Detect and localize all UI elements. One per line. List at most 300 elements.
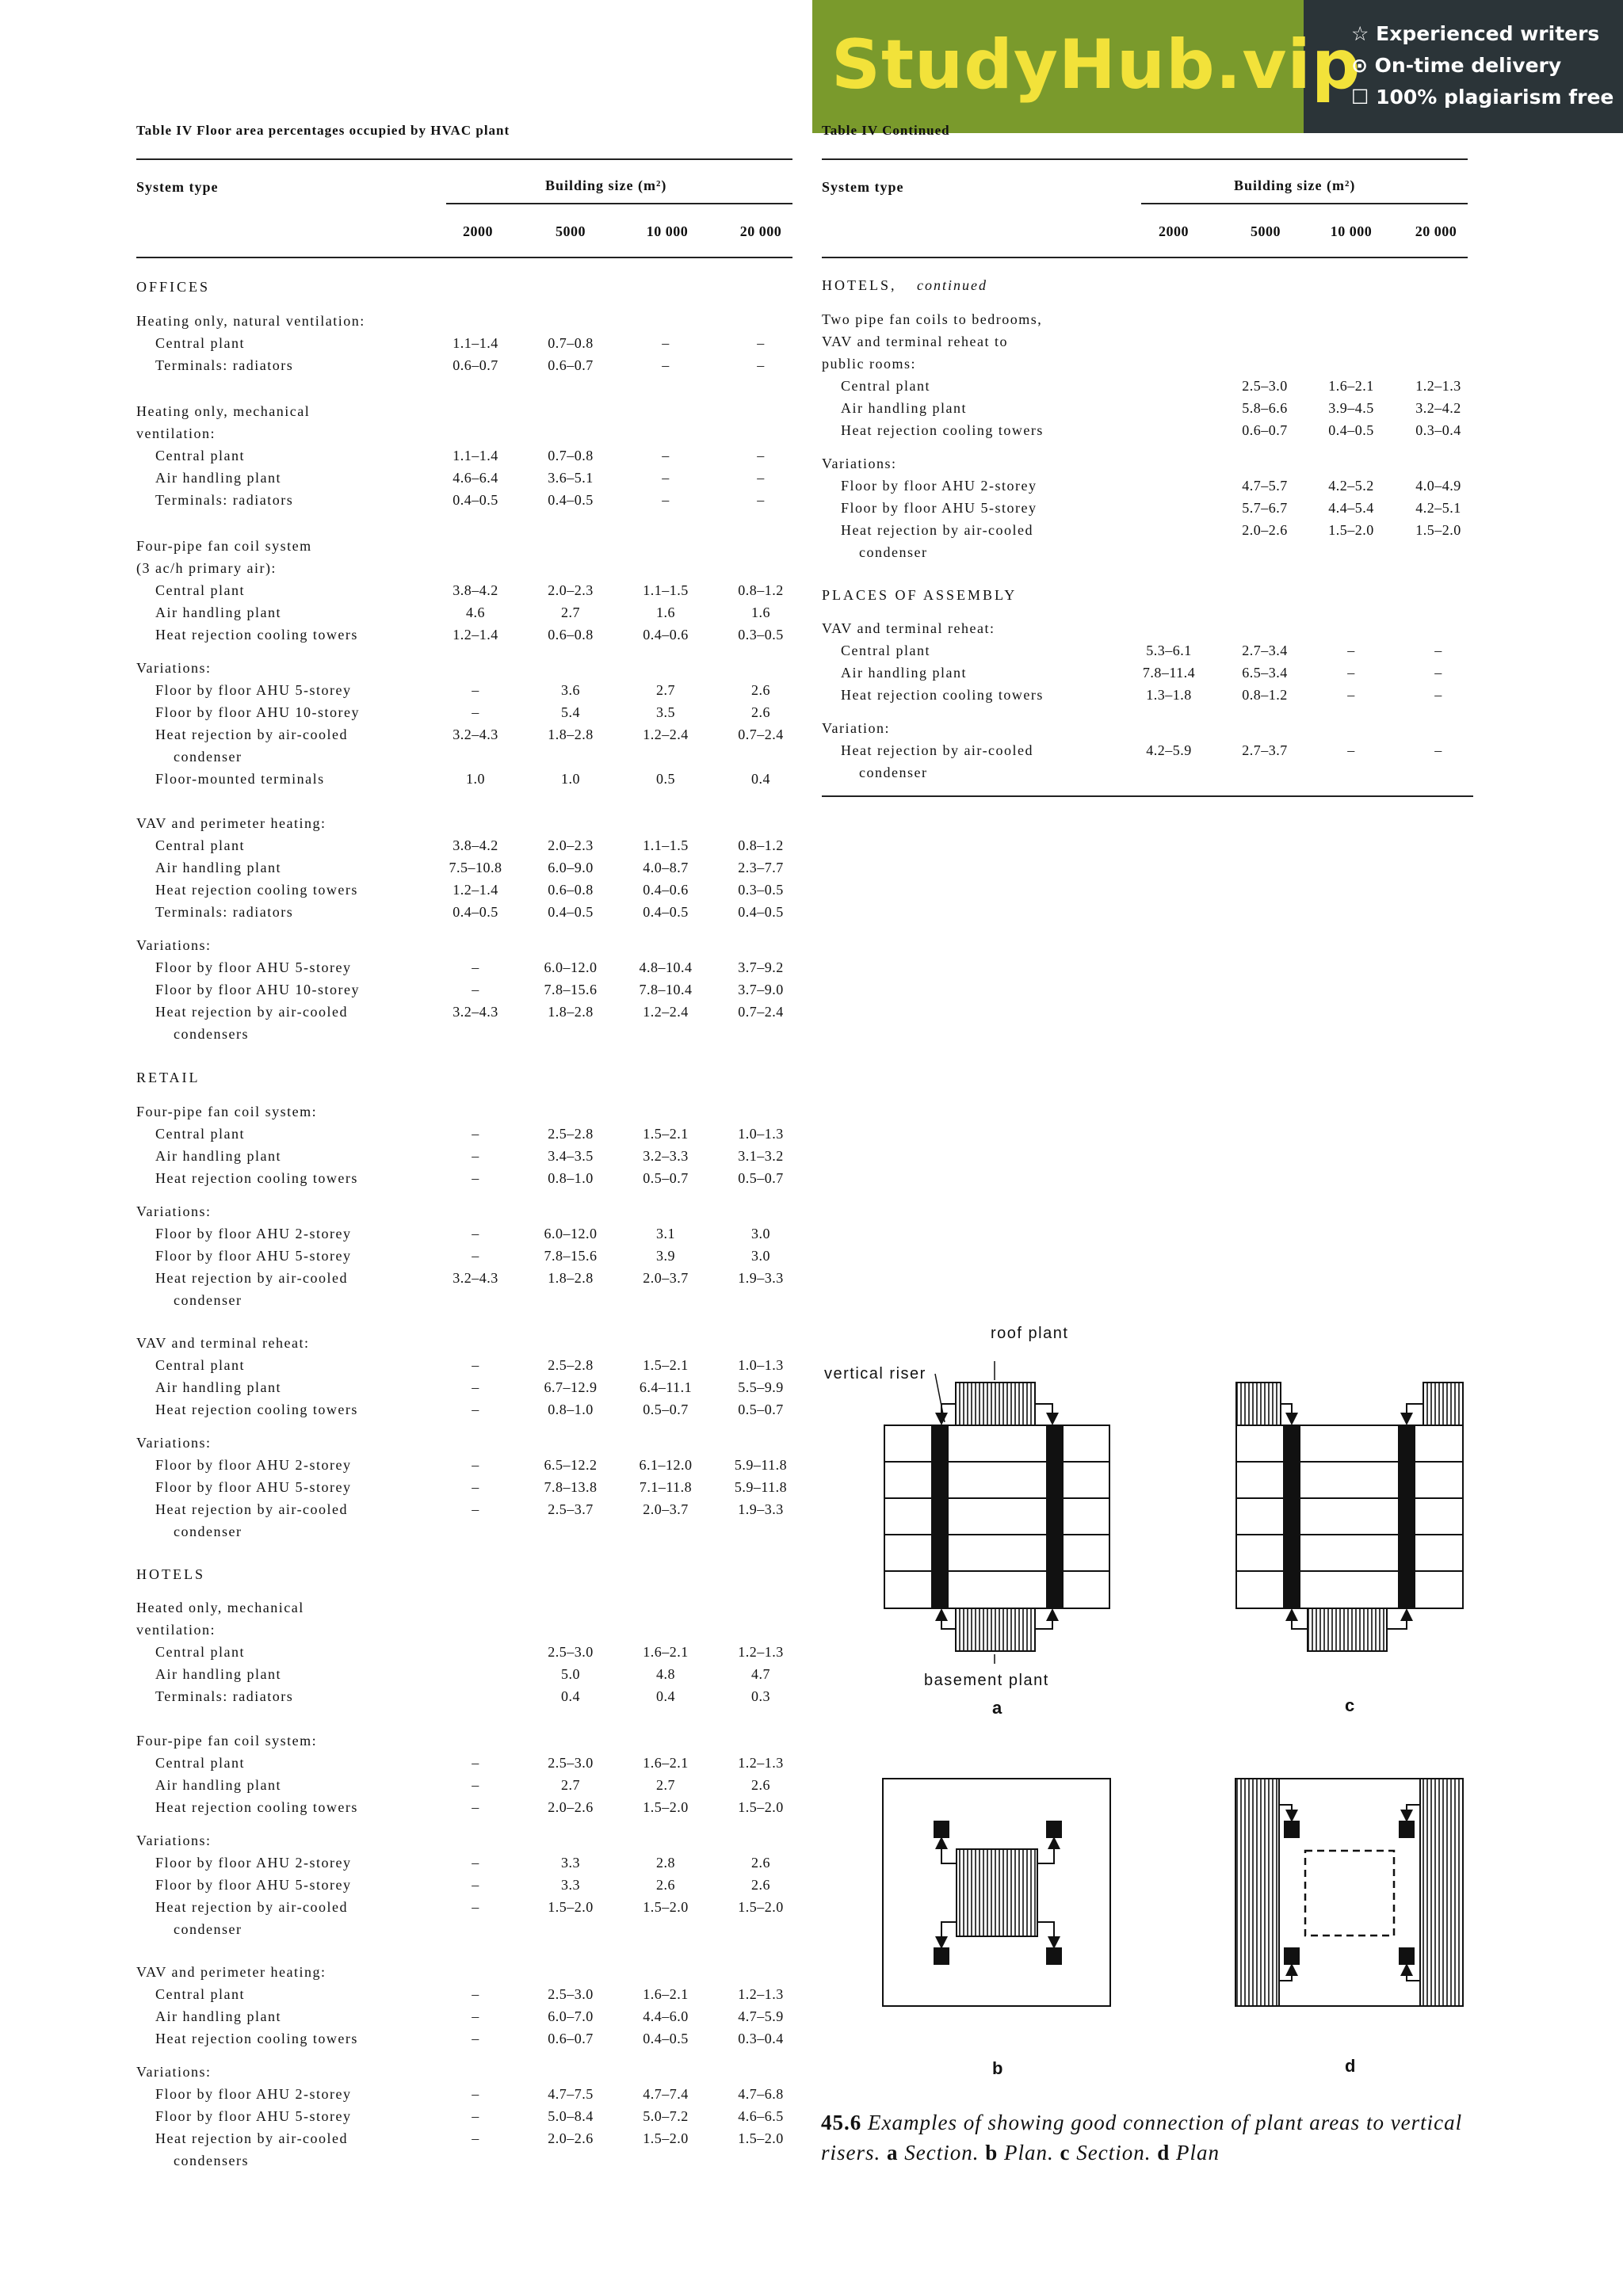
table-cell: 4.7–7.4	[643, 2086, 689, 2102]
table-cell: 3.8–4.2	[453, 582, 498, 598]
row-label: Central plant	[155, 335, 245, 351]
group-label: Variations:	[136, 2064, 212, 2080]
table-cell: –	[662, 470, 670, 486]
table-cell: 0.4–0.6	[643, 627, 689, 643]
column-building-size-right: Building size (m²)	[1234, 177, 1356, 193]
table-cell: –	[1434, 665, 1442, 681]
table-cell: –	[472, 2130, 479, 2146]
table-continued-title: Table IV Continued	[822, 123, 950, 138]
table-cell: 7.1–11.8	[639, 1479, 693, 1495]
table-cell: 0.3	[751, 1688, 770, 1704]
table-cell: 0.4–0.5	[738, 904, 784, 920]
diagram-figure	[816, 1315, 1498, 2092]
row-label: Floor by floor AHU 10-storey	[155, 704, 360, 720]
table-cell: 3.3	[561, 1877, 580, 1893]
table-cell: 5.4	[561, 704, 580, 720]
row-label: Heat rejection by air-cooled	[155, 1899, 349, 1915]
group-label: condenser	[174, 1292, 242, 1308]
group-label: Variations:	[136, 660, 212, 676]
table-cell: –	[662, 492, 670, 508]
table-cell: 2.0–3.7	[643, 1270, 689, 1286]
table-cell: 0.3–0.5	[738, 627, 784, 643]
row-label: Floor by floor AHU 5-storey	[155, 959, 352, 975]
table-cell: –	[757, 357, 765, 373]
table-cell: 0.7–2.4	[738, 1004, 784, 1020]
table-cell: 0.5–0.7	[643, 1402, 689, 1417]
table-cell: 0.5	[656, 771, 675, 787]
letter-d: d	[1345, 2056, 1356, 2076]
size-header-10000: 10 000	[646, 223, 689, 239]
table-cell: –	[472, 704, 479, 720]
table-cell: 4.4–6.0	[643, 2008, 689, 2024]
table-cell: 4.2–5.1	[1415, 500, 1461, 516]
table-cell: 1.5–2.0	[548, 1899, 594, 1915]
table-cell: –	[472, 2008, 479, 2024]
table-cell: 2.6	[751, 1855, 770, 1871]
table-cell: 1.5–2.1	[643, 1126, 689, 1142]
table-cell: 5.0–8.4	[548, 2108, 594, 2124]
group-label: Variations:	[136, 1833, 212, 1848]
group-label: condensers	[174, 2153, 249, 2168]
table-cell: 1.6–2.1	[1328, 378, 1374, 394]
table-cell: 1.9–3.3	[738, 1501, 784, 1517]
table-cell: 3.3	[561, 1855, 580, 1871]
table-cell: 1.0	[561, 771, 580, 787]
table-cell: –	[472, 2086, 479, 2102]
row-label: Heat rejection by air-cooled	[155, 1270, 349, 1286]
row-label: Heat rejection by air-cooled	[155, 1501, 349, 1517]
section-heading: PLACES OF ASSEMBLY	[822, 587, 1018, 603]
table-cell: 0.4–0.6	[643, 882, 689, 898]
table-cell: 1.1–1.5	[643, 582, 689, 598]
caption-text: Examples of showing good connection of plant areas to vertical risers.	[821, 2111, 1463, 2164]
table-cell: –	[472, 1799, 479, 1815]
group-label: Variations:	[136, 1435, 212, 1451]
table-cell: 1.0	[466, 771, 485, 787]
table-rule-header	[136, 257, 792, 258]
table-cell: 2.5–3.0	[1242, 378, 1288, 394]
size-header-5000-right: 5000	[1251, 223, 1281, 239]
section-heading: HOTELS	[136, 1566, 205, 1582]
table-cell: 2.6	[751, 1777, 770, 1793]
row-label: Air handling plant	[155, 1148, 281, 1164]
table-cell: 3.2–4.3	[453, 1270, 498, 1286]
row-label: Heat rejection cooling towers	[155, 1170, 358, 1186]
feature-on-time-delivery: ⊙ On-time delivery	[1351, 54, 1562, 77]
table-cell: 4.6	[466, 605, 485, 620]
group-label: Four-pipe fan coil system	[136, 538, 312, 554]
row-label: Air handling plant	[155, 2008, 281, 2024]
table-cell: –	[472, 982, 479, 997]
group-label: Variations:	[136, 937, 212, 953]
table-cell: –	[757, 448, 765, 463]
table-cell: 0.4–0.5	[643, 2031, 689, 2046]
table-cell: 3.8–4.2	[453, 837, 498, 853]
table-cell: 5.8–6.6	[1242, 400, 1288, 416]
row-label: Central plant	[155, 582, 245, 598]
caption-d: d	[1157, 2141, 1170, 2164]
table-cell: 4.8	[656, 1666, 675, 1682]
table-cell: 2.5–2.8	[548, 1357, 594, 1373]
table-cell: –	[472, 1148, 479, 1164]
row-label: Floor by floor AHU 10-storey	[155, 982, 360, 997]
table-cell: –	[472, 1501, 479, 1517]
row-label: Central plant	[841, 378, 930, 394]
studyhub-banner[interactable]	[812, 0, 1623, 133]
table-cell: 4.8–10.4	[639, 959, 693, 975]
table-cell: 0.3–0.4	[1415, 422, 1461, 438]
table-cell: 3.2–4.2	[1415, 400, 1461, 416]
table-cell: 4.4–5.4	[1328, 500, 1374, 516]
table-cell: 1.2–2.4	[643, 727, 689, 742]
plan-b	[883, 1779, 1110, 2006]
row-label: Terminals: radiators	[155, 492, 294, 508]
row-label: Air handling plant	[155, 1666, 281, 1682]
table-cell: 2.7–3.4	[1242, 643, 1288, 658]
group-label: public rooms:	[822, 356, 916, 372]
table-cell: 6.0–12.0	[544, 959, 598, 975]
row-label: Floor by floor AHU 5-storey	[155, 2108, 352, 2124]
table-cell: 3.9	[656, 1248, 675, 1264]
table-cell: –	[472, 1899, 479, 1915]
table-cell: 1.2–1.3	[738, 1644, 784, 1660]
table-cell: 2.6	[751, 704, 770, 720]
size-header-10000-right: 10 000	[1330, 223, 1373, 239]
table-cell: –	[472, 1986, 479, 2002]
section-c	[1236, 1383, 1463, 1651]
row-label: Floor by floor AHU 2-storey	[841, 478, 1037, 494]
table-cell: –	[662, 357, 670, 373]
row-label: Floor by floor AHU 2-storey	[155, 1226, 352, 1241]
row-label: Heat rejection cooling towers	[841, 422, 1044, 438]
table-cell: 1.6–2.1	[643, 1755, 689, 1771]
table-cell: 4.7–5.9	[738, 2008, 784, 2024]
row-label: Heat rejection cooling towers	[841, 687, 1044, 703]
caption-d-text: Plan	[1176, 2141, 1220, 2164]
group-label: ventilation:	[136, 425, 216, 441]
column-system-type-right: System type	[822, 179, 904, 195]
row-label: Air handling plant	[155, 605, 281, 620]
size-header-5000: 5000	[556, 223, 586, 239]
table-cell: 0.5–0.7	[643, 1170, 689, 1186]
table-rule-size-right	[1141, 203, 1468, 204]
row-label: Floor by floor AHU 5-storey	[155, 1479, 352, 1495]
table-cell: 1.0–1.3	[738, 1126, 784, 1142]
group-label: Four-pipe fan coil system:	[136, 1104, 318, 1119]
table-cell: 4.6–6.4	[453, 470, 498, 486]
plant-riser-diagram	[816, 1315, 1498, 2092]
table-cell: –	[472, 682, 479, 698]
table-cell: 4.7	[751, 1666, 770, 1682]
table-cell: –	[472, 1226, 479, 1241]
table-cell: –	[472, 1755, 479, 1771]
size-header-20000: 20 000	[739, 223, 782, 239]
table-cell: 0.6–0.7	[453, 357, 498, 373]
row-label: Heat rejection cooling towers	[155, 2031, 358, 2046]
table-cell: 2.0–2.3	[548, 837, 594, 853]
caption-c-text: Section.	[1076, 2141, 1151, 2164]
group-label: (3 ac/h primary air):	[136, 560, 277, 576]
row-label: Heat rejection by air-cooled	[841, 742, 1034, 758]
group-label: VAV and perimeter heating:	[136, 1964, 327, 1980]
table-rule-top-right	[822, 158, 1468, 160]
group-label: Variation:	[822, 720, 890, 736]
table-cell: 0.4–0.5	[548, 492, 594, 508]
table-cell: 4.7–6.8	[738, 2086, 784, 2102]
caption-b-text: Plan.	[1004, 2141, 1054, 2164]
table-cell: 7.8–15.6	[544, 982, 598, 997]
table-cell: 2.0–2.6	[548, 1799, 594, 1815]
table-cell: 4.2–5.9	[1146, 742, 1192, 758]
feature-plagiarism-free: ☐ 100% plagiarism free	[1351, 86, 1614, 109]
table-cell: 1.2–1.4	[453, 882, 498, 898]
table-cell: 1.2–1.4	[453, 627, 498, 643]
table-cell: 0.6–0.8	[548, 627, 594, 643]
table-cell: –	[757, 335, 765, 351]
section-heading-suffix: continued	[917, 277, 987, 293]
table-cell: –	[472, 1479, 479, 1495]
table-cell: 6.0–12.0	[544, 1226, 598, 1241]
table-cell: 1.5–2.0	[738, 1899, 784, 1915]
letter-a: a	[992, 1698, 1002, 1718]
table-rule-size	[446, 203, 792, 204]
table-cell: 6.1–12.0	[639, 1457, 693, 1473]
table-cell: 2.5–2.8	[548, 1126, 594, 1142]
table-cell: 5.0	[561, 1666, 580, 1682]
table-cell: 1.8–2.8	[548, 727, 594, 742]
row-label: Heat rejection by air-cooled	[841, 522, 1034, 538]
table-cell: 6.5–12.2	[544, 1457, 598, 1473]
table-cell: 1.5–2.0	[738, 1799, 784, 1815]
table-cell: 0.4–0.5	[1328, 422, 1374, 438]
table-cell: 3.7–9.2	[738, 959, 784, 975]
row-label: Terminals: radiators	[155, 1688, 294, 1704]
table-cell: –	[1434, 742, 1442, 758]
row-label: Central plant	[841, 643, 930, 658]
caption-a: a	[887, 2141, 899, 2164]
table-cell: 7.8–11.4	[1142, 665, 1196, 681]
table-cell: –	[472, 1402, 479, 1417]
table-cell: –	[1347, 742, 1355, 758]
table-cell: 1.6	[656, 605, 675, 620]
table-cell: 1.5–2.0	[643, 1799, 689, 1815]
label-basement-plant: basement plant	[924, 1672, 1049, 1689]
row-label: Floor by floor AHU 2-storey	[155, 2086, 352, 2102]
table-cell: 6.0–9.0	[548, 860, 594, 875]
row-label: Central plant	[155, 1755, 245, 1771]
section-heading: RETAIL	[136, 1070, 200, 1085]
table-title: Table IV Floor area percentages occupied by HVAC plant	[136, 123, 510, 138]
table-cell: 1.5–2.1	[643, 1357, 689, 1373]
table-cell: 1.2–1.3	[738, 1755, 784, 1771]
row-label: Heat rejection cooling towers	[155, 1402, 358, 1417]
table-cell: 0.6–0.7	[548, 2031, 594, 2046]
caption-a-text: Section.	[904, 2141, 980, 2164]
table-cell: 7.8–13.8	[544, 1479, 598, 1495]
table-cell: 3.6	[561, 682, 580, 698]
caption-c: c	[1060, 2141, 1071, 2164]
table-cell: 1.1–1.4	[453, 448, 498, 463]
table-cell: 0.3–0.4	[738, 2031, 784, 2046]
row-label: Floor by floor AHU 5-storey	[155, 682, 352, 698]
group-label: Heated only, mechanical	[136, 1600, 304, 1615]
column-building-size: Building size (m²)	[545, 177, 667, 193]
table-cell: 5.9–11.8	[734, 1457, 788, 1473]
row-label: Heat rejection cooling towers	[155, 882, 358, 898]
group-label: Four-pipe fan coil system:	[136, 1733, 318, 1749]
table-cell: –	[662, 335, 670, 351]
row-label: Heat rejection by air-cooled	[155, 1004, 349, 1020]
row-label: Heat rejection by air-cooled	[155, 727, 349, 742]
group-label: VAV and perimeter heating:	[136, 815, 327, 831]
table-cell: 4.7–5.7	[1242, 478, 1288, 494]
section-heading: OFFICES	[136, 279, 211, 295]
group-label: Heating only, mechanical	[136, 403, 311, 419]
table-cell: 0.8–1.0	[548, 1170, 594, 1186]
table-cell: 1.2–2.4	[643, 1004, 689, 1020]
table-cell: 2.3–7.7	[738, 860, 784, 875]
table-cell: 1.6–2.1	[643, 1644, 689, 1660]
table-cell: 1.5–2.0	[643, 1899, 689, 1915]
group-label: VAV and terminal reheat to	[822, 334, 1008, 349]
table-cell: 0.4–0.5	[643, 904, 689, 920]
table-cell: 1.5–2.0	[738, 2130, 784, 2146]
group-label: condensers	[174, 1026, 249, 1042]
table-cell: 1.2–1.3	[738, 1986, 784, 2002]
table-cell: 3.1–3.2	[738, 1148, 784, 1164]
table-cell: 2.5–3.0	[548, 1755, 594, 1771]
row-label: Air handling plant	[841, 400, 967, 416]
studyhub-logo[interactable]: StudyHub.vip	[831, 25, 1361, 105]
table-cell: 4.7–7.5	[548, 2086, 594, 2102]
table-cell: 0.6–0.7	[548, 357, 594, 373]
table-cell: 0.8–1.0	[548, 1402, 594, 1417]
row-label: Terminals: radiators	[155, 904, 294, 920]
table-cell: 3.7–9.0	[738, 982, 784, 997]
table-cell: –	[1347, 687, 1355, 703]
table-cell: 2.5–3.7	[548, 1501, 594, 1517]
table-cell: –	[472, 1248, 479, 1264]
table-cell: 4.0–4.9	[1415, 478, 1461, 494]
table-cell: 5.9–11.8	[734, 1479, 788, 1495]
row-label: Air handling plant	[155, 1777, 281, 1793]
row-label: Air handling plant	[155, 1379, 281, 1395]
table-rule-top	[136, 158, 792, 160]
plan-d	[1235, 1779, 1463, 2006]
row-label: Central plant	[155, 1357, 245, 1373]
table-cell: –	[1434, 687, 1442, 703]
table-cell: 0.8–1.2	[738, 582, 784, 598]
row-label: Central plant	[155, 448, 245, 463]
table-cell: 1.5–2.0	[643, 2130, 689, 2146]
table-cell: –	[472, 1855, 479, 1871]
table-cell: 3.9–4.5	[1328, 400, 1374, 416]
row-label: Floor by floor AHU 5-storey	[155, 1248, 352, 1264]
row-label: Terminals: radiators	[155, 357, 294, 373]
row-label: Heat rejection cooling towers	[155, 627, 358, 643]
table-cell: 1.5–2.0	[1328, 522, 1374, 538]
row-label: Central plant	[155, 1644, 245, 1660]
table-cell: 2.0–2.6	[1242, 522, 1288, 538]
table-cell: 2.0–2.6	[548, 2130, 594, 2146]
letter-c: c	[1345, 1695, 1355, 1715]
table-cell: 5.3–6.1	[1146, 643, 1192, 658]
table-cell: 5.7–6.7	[1242, 500, 1288, 516]
row-label: Floor by floor AHU 5-storey	[841, 500, 1037, 516]
table-cell: 4.6–6.5	[738, 2108, 784, 2124]
table-cell: –	[757, 492, 765, 508]
table-cell: 2.8	[656, 1855, 675, 1871]
caption-number: 45.6	[821, 2111, 862, 2134]
group-label: VAV and terminal reheat:	[822, 620, 995, 636]
table-cell: 2.5–3.0	[548, 1986, 594, 2002]
table-cell: 1.1–1.4	[453, 335, 498, 351]
group-label: ventilation:	[136, 1622, 216, 1638]
table-cell: 3.4–3.5	[548, 1148, 594, 1164]
table-cell: –	[472, 959, 479, 975]
table-cell: 1.5–2.0	[1415, 522, 1461, 538]
size-header-2000: 2000	[463, 223, 493, 239]
table-cell: 1.3–1.8	[1146, 687, 1192, 703]
table-cell: –	[757, 470, 765, 486]
row-label: Air handling plant	[155, 470, 281, 486]
table-cell: –	[472, 1457, 479, 1473]
row-label: Air handling plant	[841, 665, 967, 681]
size-header-2000-right: 2000	[1159, 223, 1189, 239]
table-cell: 5.5–9.9	[738, 1379, 784, 1395]
group-label: Heating only, natural ventilation:	[136, 313, 365, 329]
table-cell: –	[472, 1877, 479, 1893]
table-cell: 7.8–10.4	[639, 982, 693, 997]
group-label: Variations:	[822, 456, 897, 471]
table-cell: 0.8–1.2	[1242, 687, 1288, 703]
table-cell: –	[472, 1379, 479, 1395]
table-cell: 3.0	[751, 1226, 770, 1241]
table-cell: 3.2–4.3	[453, 727, 498, 742]
table-cell: 2.7	[656, 682, 675, 698]
group-label: condenser	[859, 544, 928, 560]
row-label: Air handling plant	[155, 860, 281, 875]
table-cell: 4.2–5.2	[1328, 478, 1374, 494]
table-cell: 2.0–2.3	[548, 582, 594, 598]
letter-b: b	[992, 2058, 1003, 2078]
table-rule-bottom-right	[822, 795, 1473, 797]
table-cell: 1.8–2.8	[548, 1004, 594, 1020]
table-cell: 6.0–7.0	[548, 2008, 594, 2024]
table-cell: 0.7–0.8	[548, 335, 594, 351]
table-cell: –	[1347, 665, 1355, 681]
row-label: Heat rejection by air-cooled	[155, 2130, 349, 2146]
table-cell: 0.5–0.7	[738, 1170, 784, 1186]
table-cell: 2.7	[656, 1777, 675, 1793]
size-header-20000-right: 20 000	[1415, 223, 1457, 239]
table-cell: 2.6	[751, 682, 770, 698]
table-cell: –	[472, 2108, 479, 2124]
row-label: Floor by floor AHU 2-storey	[155, 1855, 352, 1871]
group-label: condenser	[174, 749, 242, 765]
table-cell: 2.0–3.7	[643, 1501, 689, 1517]
table-cell: 1.1–1.5	[643, 837, 689, 853]
table-cell: 0.8–1.2	[738, 837, 784, 853]
row-label: Heat rejection cooling towers	[155, 1799, 358, 1815]
group-label: Two pipe fan coils to bedrooms,	[822, 311, 1043, 327]
label-vertical-riser: vertical riser	[824, 1365, 926, 1383]
table-cell: 7.8–15.6	[544, 1248, 598, 1264]
table-cell: 3.5	[656, 704, 675, 720]
table-cell: 1.2–1.3	[1415, 378, 1461, 394]
table-cell: 3.6–5.1	[548, 470, 594, 486]
table-cell: –	[472, 2031, 479, 2046]
